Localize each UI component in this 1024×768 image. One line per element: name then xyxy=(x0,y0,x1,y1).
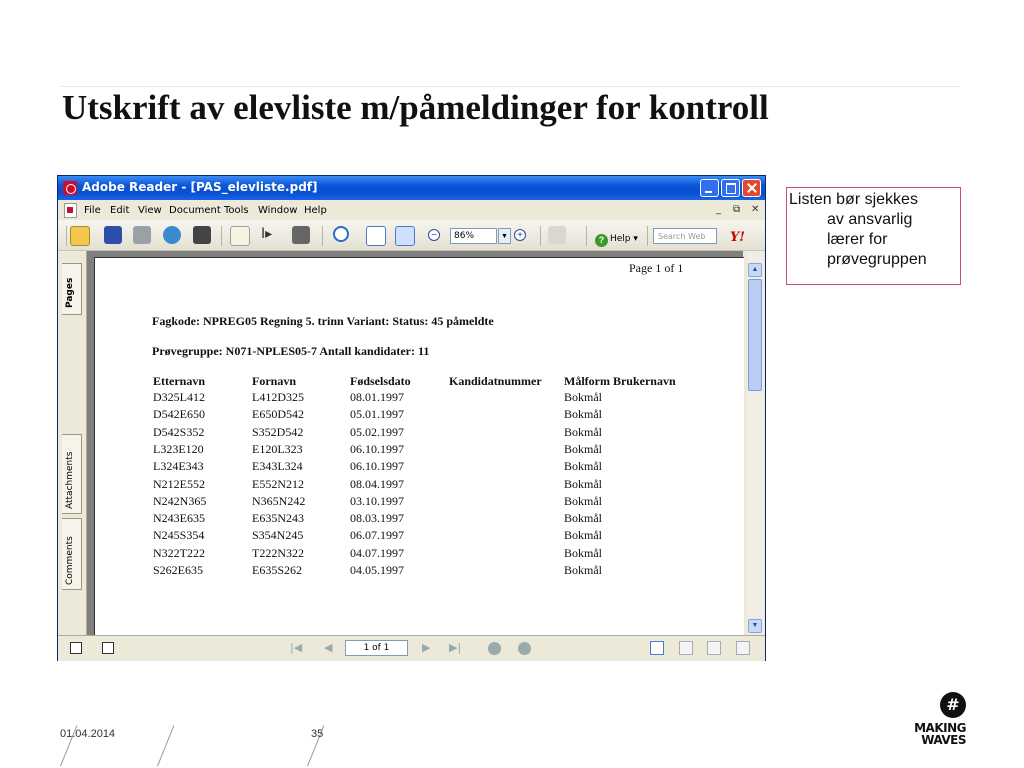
column-header: Etternavn xyxy=(153,374,205,388)
table-cell: L323E120 xyxy=(153,441,204,456)
page-number-input[interactable]: 1 of 1 xyxy=(345,640,408,656)
table-cell: 08.03.1997 xyxy=(350,511,404,526)
doc-minimize-button[interactable]: _ xyxy=(716,204,721,215)
table-cell: Bokmål xyxy=(564,459,602,474)
table-cell: Bokmål xyxy=(564,441,602,456)
minimize-button[interactable] xyxy=(700,179,719,197)
first-page-icon[interactable]: |◀ xyxy=(290,641,303,654)
logo-line: MAKING xyxy=(914,721,966,735)
table-cell: Bokmål xyxy=(564,476,602,491)
table-cell: L324E343 xyxy=(153,459,204,474)
column-header: Fødselsdato xyxy=(350,374,411,388)
table-cell: D325L412 xyxy=(153,390,205,404)
making-waves-logo xyxy=(898,722,966,746)
table-cell: N322T222 xyxy=(153,545,205,560)
search-web-input[interactable]: Search Web xyxy=(653,228,717,244)
adobe-reader-icon xyxy=(63,181,77,195)
single-page-icon[interactable] xyxy=(650,641,664,655)
toolbar-separator xyxy=(586,226,587,246)
menu-view[interactable]: View xyxy=(138,205,162,216)
column-header: Fornavn xyxy=(252,374,297,388)
save-icon[interactable] xyxy=(104,226,122,244)
table-cell: N365N242 xyxy=(252,493,306,508)
document-area[interactable] xyxy=(87,251,743,635)
toolbar-separator xyxy=(66,226,67,246)
scroll-down-icon[interactable]: ▼ xyxy=(748,619,762,633)
table-cell: Bokmål xyxy=(564,528,602,543)
page-number: 35 xyxy=(311,728,324,740)
table-cell: Bokmål xyxy=(564,493,602,508)
continuous-icon[interactable] xyxy=(679,641,693,655)
select-text-icon[interactable]: I▸ xyxy=(261,226,273,242)
zoom-input[interactable]: 86% xyxy=(450,228,497,244)
snapshot-icon[interactable] xyxy=(292,226,310,244)
table-cell: L412D325 xyxy=(252,390,304,404)
toolbar-separator xyxy=(540,226,541,246)
footer-divider xyxy=(157,725,174,766)
comment-box xyxy=(786,187,961,285)
note-line: av ansvarlig xyxy=(827,211,913,228)
table-cell: 04.05.1997 xyxy=(350,563,404,577)
table-cell: Bokmål xyxy=(564,545,602,560)
footer-date: 01.04.2014 xyxy=(60,728,116,740)
fit-width-icon[interactable] xyxy=(395,226,415,246)
email-icon[interactable] xyxy=(163,226,181,244)
fit-page-icon[interactable] xyxy=(366,226,386,246)
table-cell: N242N365 xyxy=(153,493,207,508)
table-cell: 04.07.1997 xyxy=(350,545,404,560)
table-cell: E343L324 xyxy=(252,459,303,474)
table-cell: 06.07.1997 xyxy=(350,528,404,543)
table-cell: N243E635 xyxy=(153,511,205,526)
tab-attachments-label: Attachments xyxy=(65,451,75,509)
note-line: Listen bør sjekkes xyxy=(789,191,918,208)
table-cell: 03.10.1997 xyxy=(350,493,404,508)
window-title: Adobe Reader - [PAS_elevliste.pdf] xyxy=(82,180,318,194)
menu-edit[interactable]: Edit xyxy=(110,205,130,216)
table-cell: S352D542 xyxy=(252,424,304,439)
page-size-icon[interactable] xyxy=(102,642,114,654)
tab-comments[interactable] xyxy=(62,518,82,590)
table-cell: 05.02.1997 xyxy=(350,424,404,439)
making-waves-logo-icon: # xyxy=(940,692,966,718)
table-cell: Bokmål xyxy=(564,563,602,577)
navigation-sidebar xyxy=(58,251,87,635)
note-line: prøvegruppen xyxy=(827,251,927,268)
pages-panel-icon[interactable] xyxy=(70,642,82,654)
logo-line: WAVES xyxy=(921,733,966,747)
last-page-icon[interactable]: ▶| xyxy=(449,641,462,654)
binoculars-icon[interactable] xyxy=(193,226,211,244)
table-cell: N212E552 xyxy=(153,476,205,491)
menu-window[interactable]: Window xyxy=(258,205,298,216)
table-cell: D542S352 xyxy=(153,424,205,439)
tasks-icon[interactable] xyxy=(548,226,566,244)
toolbar-separator xyxy=(322,226,323,246)
table-cell: 08.04.1997 xyxy=(350,476,404,491)
facing-icon[interactable] xyxy=(707,641,721,655)
top-divider xyxy=(60,86,960,87)
menu-file[interactable]: File xyxy=(84,205,101,216)
open-icon[interactable] xyxy=(70,226,90,246)
scroll-thumb[interactable] xyxy=(748,279,762,391)
subject-line: Fagkode: NPREG05 Regning 5. trinn Variant: Status: 45 påmeldte xyxy=(152,314,494,328)
table-cell: D542E650 xyxy=(153,407,205,422)
hand-tool-icon[interactable] xyxy=(230,226,250,246)
zoom-dropdown-icon[interactable]: ▼ xyxy=(498,228,511,244)
table-cell: S262E635 xyxy=(153,563,204,577)
group-line: Prøvegruppe: N071-NPLES05-7 Antall kandidater: 11 xyxy=(152,344,430,358)
continuous-facing-icon[interactable] xyxy=(736,641,750,655)
table-cell: S354N245 xyxy=(252,528,304,543)
yahoo-icon[interactable]: Y! xyxy=(730,230,745,245)
zoom-out-icon[interactable]: − xyxy=(428,229,440,241)
table-cell: E635S262 xyxy=(252,563,303,577)
window-titlebar[interactable] xyxy=(58,176,765,200)
zoom-in-icon[interactable]: + xyxy=(514,229,526,241)
table-cell: Bokmål xyxy=(564,390,602,404)
table-cell: E650D542 xyxy=(252,407,304,422)
table-cell: E635N243 xyxy=(252,511,304,526)
vertical-scrollbar[interactable] xyxy=(747,251,764,635)
previous-view-icon[interactable] xyxy=(488,642,501,655)
tab-comments-label: Comments xyxy=(65,536,75,585)
zoom-icon[interactable] xyxy=(333,226,349,242)
table-cell: N245S354 xyxy=(153,528,205,543)
table-cell: T222N322 xyxy=(252,545,304,560)
doc-restore-button[interactable]: ⧉ xyxy=(733,204,741,215)
table-cell: E552N212 xyxy=(252,476,304,491)
status-bar xyxy=(58,635,765,661)
tab-pages-label: Pages xyxy=(65,277,75,308)
help-button[interactable]: Help ▾ xyxy=(610,234,638,244)
column-header: Kandidatnummer xyxy=(449,374,542,388)
slide-title: Utskrift av elevliste m/påmeldinger for kontroll xyxy=(62,88,769,127)
note-line: lærer for xyxy=(827,231,888,248)
column-header: Målform Brukernavn xyxy=(564,374,676,388)
help-icon[interactable]: ? xyxy=(595,234,608,247)
close-button[interactable] xyxy=(742,179,761,197)
toolbar-separator xyxy=(647,226,648,246)
previous-page-icon[interactable]: ◀ xyxy=(324,641,333,654)
scroll-up-icon[interactable]: ▲ xyxy=(748,263,762,277)
table-cell: Bokmål xyxy=(564,407,602,422)
tab-pages[interactable] xyxy=(62,263,82,315)
table-cell: 06.10.1997 xyxy=(350,441,404,456)
toolbar-separator xyxy=(221,226,222,246)
page-label: Page 1 of 1 xyxy=(629,261,684,275)
menu-document[interactable]: Document xyxy=(169,205,221,216)
table-cell: E120L323 xyxy=(252,441,303,456)
table-cell: 08.01.1997 xyxy=(350,390,404,404)
maximize-button[interactable] xyxy=(721,179,740,197)
table-cell: 06.10.1997 xyxy=(350,459,404,474)
table-cell: Bokmål xyxy=(564,424,602,439)
print-icon[interactable] xyxy=(133,226,151,244)
document-icon[interactable] xyxy=(64,203,77,218)
tab-attachments[interactable] xyxy=(62,434,82,514)
adobe-reader-window xyxy=(57,175,766,661)
doc-close-button[interactable]: ✕ xyxy=(751,204,760,215)
next-page-icon[interactable]: ▶ xyxy=(422,641,431,654)
table-cell: 05.01.1997 xyxy=(350,407,404,422)
pdf-page xyxy=(94,257,744,636)
table-cell: Bokmål xyxy=(564,511,602,526)
menu-tools[interactable]: Tools xyxy=(224,205,249,216)
next-view-icon[interactable] xyxy=(518,642,531,655)
menu-help[interactable]: Help xyxy=(304,205,327,216)
menu-bar xyxy=(58,200,765,220)
